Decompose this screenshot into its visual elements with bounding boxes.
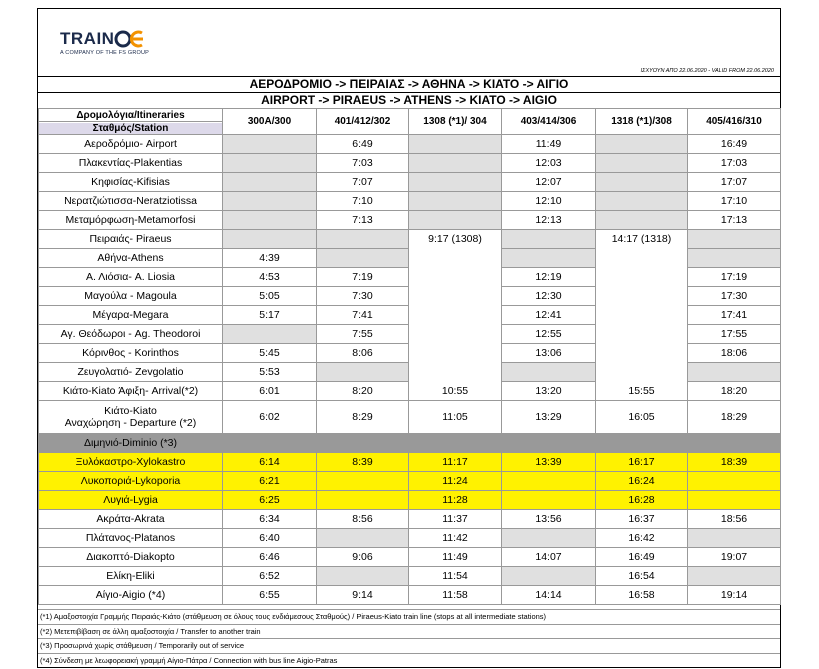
time-cell: 6:34 — [223, 510, 317, 529]
time-cell — [409, 434, 502, 453]
time-cell — [688, 472, 781, 491]
time-cell: 14:14 — [502, 586, 596, 605]
station-cell — [39, 586, 223, 605]
title-block — [38, 76, 780, 108]
station-name: Διακοπτό-Diakopto — [86, 551, 175, 563]
station-cell — [39, 135, 223, 154]
time-cell — [409, 192, 502, 211]
station-cell — [39, 173, 223, 192]
time-cell — [317, 434, 409, 453]
time-cell — [688, 434, 781, 453]
column-header: 1308 (*1)/ 304 — [409, 109, 502, 135]
time-cell — [596, 344, 688, 363]
time-cell — [317, 472, 409, 491]
time-cell: 6:46 — [223, 548, 317, 567]
table-row — [39, 154, 781, 173]
time-cell: 14:17 (1318) — [596, 230, 688, 249]
station-name: Διμηνιό-Diminio (*3) — [84, 437, 177, 449]
time-cell — [688, 491, 781, 510]
title-english: AIRPORT -> PIRAEUS -> ATHENS -> KIATO -> AIGIO — [38, 92, 780, 108]
time-cell: 7:10 — [317, 192, 409, 211]
station-name: Αεροδρόμιο- Airport — [84, 138, 177, 150]
time-cell: 8:06 — [317, 344, 409, 363]
time-cell — [596, 363, 688, 382]
table-row — [39, 230, 781, 249]
time-cell — [223, 173, 317, 192]
time-cell — [596, 249, 688, 268]
station-name: Πειραιάς- Piraeus — [89, 233, 172, 245]
time-cell: 11:42 — [409, 529, 502, 548]
footnote: (*4) Σύνδεση με λεωφορειακή γραμμή Αίγιο-Πάτρα / Connection with bus line Aigio-Patras — [38, 653, 780, 668]
station-name: Κόρινθος - Korinthos — [82, 347, 179, 359]
table-row — [39, 510, 781, 529]
time-cell: 8:39 — [317, 453, 409, 472]
time-cell — [223, 434, 317, 453]
table-row — [39, 249, 781, 268]
table-row — [39, 211, 781, 230]
station-name: Αγ. Θεόδωροι - Ag. Theodoroi — [60, 328, 201, 340]
time-cell — [596, 434, 688, 453]
time-cell: 9:17 (1308) — [409, 230, 502, 249]
time-cell: 8:56 — [317, 510, 409, 529]
time-cell: 11:49 — [409, 548, 502, 567]
column-header: 401/412/302 — [317, 109, 409, 135]
time-cell: 7:55 — [317, 325, 409, 344]
time-cell: 8:29 — [317, 401, 409, 434]
station-name-2: Αναχώρηση - Departure (*2) — [64, 417, 197, 429]
time-cell — [409, 325, 502, 344]
time-cell — [317, 491, 409, 510]
time-cell — [596, 287, 688, 306]
logo-text: TRAIN — [60, 29, 115, 48]
time-cell: 4:39 — [223, 249, 317, 268]
time-cell — [409, 249, 502, 268]
time-cell: 11:05 — [409, 401, 502, 434]
time-cell: 12:19 — [502, 268, 596, 287]
time-cell: 11:49 — [502, 135, 596, 154]
station-name: Ξυλόκαστρο-Xylokastro — [75, 456, 186, 468]
time-cell: 6:14 — [223, 453, 317, 472]
time-cell: 7:13 — [317, 211, 409, 230]
station-name: Λυκοποριά-Lykoporia — [80, 475, 181, 487]
time-cell: 13:20 — [502, 382, 596, 401]
time-cell: 13:39 — [502, 453, 596, 472]
time-cell: 6:02 — [223, 401, 317, 434]
time-cell: 18:06 — [688, 344, 781, 363]
valid-from-text: ΙΣΧΥΟΥΝ ΑΠΟ 22.06.2020 - VALID FROM 22.06.2020 — [640, 68, 774, 74]
table-row — [39, 567, 781, 586]
table-row — [39, 363, 781, 382]
time-cell — [223, 154, 317, 173]
time-cell: 17:41 — [688, 306, 781, 325]
time-cell: 7:30 — [317, 287, 409, 306]
station-name: Αθήνα-Athens — [97, 252, 164, 264]
time-cell: 16:05 — [596, 401, 688, 434]
itineraries-label: Δρομολόγια/Itineraries — [76, 109, 185, 121]
table-row — [39, 325, 781, 344]
station-cell — [39, 510, 223, 529]
time-cell — [596, 325, 688, 344]
station-cell — [39, 453, 223, 472]
time-cell: 19:14 — [688, 586, 781, 605]
time-cell — [502, 491, 596, 510]
time-cell — [409, 135, 502, 154]
time-cell — [409, 287, 502, 306]
table-row — [39, 529, 781, 548]
station-name: Κιάτο-Kiato — [104, 405, 157, 417]
header-row — [39, 109, 781, 122]
time-cell: 7:03 — [317, 154, 409, 173]
title-greek: ΑΕΡΟΔΡΟΜΙΟ -> ΠΕΙΡΑΙΑΣ -> ΑΘΗΝΑ -> ΚΙΑΤΟ -> ΑΙΓΙΟ — [38, 76, 780, 92]
timetable-sheet — [37, 8, 781, 668]
time-cell — [596, 173, 688, 192]
station-name: Κηφισίας-Kifisias — [91, 176, 170, 188]
time-cell — [596, 211, 688, 230]
station-cell — [39, 491, 223, 510]
time-cell: 18:56 — [688, 510, 781, 529]
time-cell — [502, 529, 596, 548]
station-name: Κιάτο-Kiato Άφιξη- Arrival(*2) — [62, 385, 199, 397]
station-name: Μεταμόρφωση-Metamorfosi — [65, 214, 196, 226]
time-cell: 13:06 — [502, 344, 596, 363]
table-row — [39, 586, 781, 605]
time-cell: 12:03 — [502, 154, 596, 173]
station-cell — [39, 363, 223, 382]
station-cell — [39, 268, 223, 287]
table-row — [39, 306, 781, 325]
station-cell — [39, 306, 223, 325]
time-cell — [409, 154, 502, 173]
time-cell: 16:58 — [596, 586, 688, 605]
station-cell — [39, 249, 223, 268]
station-cell — [39, 192, 223, 211]
time-cell: 18:39 — [688, 453, 781, 472]
time-cell: 6:40 — [223, 529, 317, 548]
trainose-logo — [60, 29, 149, 56]
station-cell — [39, 472, 223, 491]
time-cell — [688, 529, 781, 548]
table-row — [39, 401, 781, 434]
time-cell — [409, 268, 502, 287]
footnote: (*3) Προσωρινά χωρίς στάθμευση / Temporarily out of service — [38, 638, 780, 653]
station-cell — [39, 382, 223, 401]
time-cell: 7:41 — [317, 306, 409, 325]
station-name: Λυγιά-Lygia — [103, 494, 158, 506]
time-cell — [317, 249, 409, 268]
time-cell: 6:21 — [223, 472, 317, 491]
time-cell — [223, 230, 317, 249]
time-cell — [317, 567, 409, 586]
time-cell: 5:17 — [223, 306, 317, 325]
time-cell: 12:55 — [502, 325, 596, 344]
time-cell: 16:42 — [596, 529, 688, 548]
time-cell: 11:37 — [409, 510, 502, 529]
table-row — [39, 548, 781, 567]
timetable — [38, 108, 781, 605]
station-name: Αίγιο-Aigio (*4) — [95, 589, 166, 601]
station-name: Α. Λιόσια- A. Liosia — [85, 271, 175, 283]
time-cell: 6:52 — [223, 567, 317, 586]
footnotes — [38, 609, 780, 667]
time-cell: 5:53 — [223, 363, 317, 382]
time-cell: 16:54 — [596, 567, 688, 586]
time-cell: 17:55 — [688, 325, 781, 344]
time-cell — [502, 230, 596, 249]
time-cell — [223, 211, 317, 230]
time-cell: 16:37 — [596, 510, 688, 529]
station-name: Νερατζιώτισσα-Neratziotissa — [64, 195, 197, 207]
station-header — [39, 122, 223, 135]
time-cell: 5:05 — [223, 287, 317, 306]
time-cell — [688, 363, 781, 382]
station-cell — [39, 529, 223, 548]
station-cell — [39, 548, 223, 567]
station-name: Μαγούλα - Magoula — [84, 290, 177, 302]
station-name: Πλακεντίας-Plakentias — [78, 157, 183, 169]
time-cell: 12:30 — [502, 287, 596, 306]
time-cell — [317, 230, 409, 249]
time-cell: 11:28 — [409, 491, 502, 510]
time-cell: 16:24 — [596, 472, 688, 491]
time-cell: 16:28 — [596, 491, 688, 510]
time-cell: 7:19 — [317, 268, 409, 287]
time-cell: 12:07 — [502, 173, 596, 192]
itineraries-header — [39, 109, 223, 122]
time-cell — [317, 529, 409, 548]
time-cell: 8:20 — [317, 382, 409, 401]
time-cell: 6:49 — [317, 135, 409, 154]
station-cell — [39, 401, 223, 434]
time-cell — [596, 268, 688, 287]
time-cell: 17:07 — [688, 173, 781, 192]
time-cell: 18:20 — [688, 382, 781, 401]
column-header: 300A/300 — [223, 109, 317, 135]
time-cell — [502, 567, 596, 586]
time-cell — [409, 344, 502, 363]
time-cell — [409, 306, 502, 325]
column-header: 405/416/310 — [688, 109, 781, 135]
station-cell — [39, 287, 223, 306]
time-cell: 9:14 — [317, 586, 409, 605]
time-cell — [223, 135, 317, 154]
table-row — [39, 382, 781, 401]
station-name: Πλάτανος-Platanos — [85, 532, 176, 544]
time-cell — [409, 173, 502, 192]
time-cell: 11:58 — [409, 586, 502, 605]
time-cell — [502, 363, 596, 382]
time-cell: 5:45 — [223, 344, 317, 363]
time-cell: 14:07 — [502, 548, 596, 567]
time-cell — [409, 363, 502, 382]
time-cell — [688, 230, 781, 249]
time-cell — [223, 325, 317, 344]
time-cell — [223, 192, 317, 211]
time-cell: 15:55 — [596, 382, 688, 401]
time-cell: 13:56 — [502, 510, 596, 529]
time-cell: 16:49 — [596, 548, 688, 567]
time-cell — [502, 472, 596, 491]
time-cell: 17:03 — [688, 154, 781, 173]
station-cell — [39, 344, 223, 363]
time-cell: 11:24 — [409, 472, 502, 491]
table-row — [39, 491, 781, 510]
column-header: 1318 (*1)/308 — [596, 109, 688, 135]
time-cell: 13:29 — [502, 401, 596, 434]
time-cell — [502, 249, 596, 268]
time-cell: 17:10 — [688, 192, 781, 211]
table-row — [39, 453, 781, 472]
station-name: Μέγαρα-Megara — [92, 309, 169, 321]
time-cell: 16:49 — [688, 135, 781, 154]
time-cell — [596, 192, 688, 211]
time-cell — [596, 154, 688, 173]
time-cell: 6:25 — [223, 491, 317, 510]
time-cell: 17:13 — [688, 211, 781, 230]
time-cell: 9:06 — [317, 548, 409, 567]
station-cell — [39, 325, 223, 344]
time-cell — [409, 211, 502, 230]
column-header: 403/414/306 — [502, 109, 596, 135]
time-cell: 10:55 — [409, 382, 502, 401]
table-row — [39, 344, 781, 363]
table-row — [39, 287, 781, 306]
time-cell: 17:30 — [688, 287, 781, 306]
time-cell: 12:13 — [502, 211, 596, 230]
table-row — [39, 192, 781, 211]
logo-ose-icon — [114, 29, 146, 49]
station-cell — [39, 434, 223, 453]
station-name: Ζευγολατιό- Zevgolatio — [77, 366, 184, 378]
time-cell: 19:07 — [688, 548, 781, 567]
table-row — [39, 434, 781, 453]
time-cell: 11:17 — [409, 453, 502, 472]
time-cell: 6:55 — [223, 586, 317, 605]
time-cell: 6:01 — [223, 382, 317, 401]
time-cell — [596, 135, 688, 154]
station-name: Ελίκη-Eliki — [106, 570, 155, 582]
station-cell — [39, 230, 223, 249]
time-cell — [502, 434, 596, 453]
table-row — [39, 135, 781, 154]
time-cell — [317, 363, 409, 382]
station-label: Σταθμός/Station — [39, 123, 222, 134]
time-cell: 16:17 — [596, 453, 688, 472]
station-cell — [39, 154, 223, 173]
table-row — [39, 268, 781, 287]
time-cell — [688, 567, 781, 586]
footnote: (*1) Αμαξοστοιχία Γραμμής Πειραιάς-Κιάτο (στάθμευση σε όλους τους ενδιάμεσους Σταθμούς) / Piraeus-Kiato train line (stops at all intermediate stations) — [38, 609, 780, 624]
time-cell: 17:19 — [688, 268, 781, 287]
time-cell — [596, 306, 688, 325]
time-cell: 18:29 — [688, 401, 781, 434]
time-cell: 4:53 — [223, 268, 317, 287]
time-cell: 7:07 — [317, 173, 409, 192]
table-row — [39, 472, 781, 491]
time-cell: 11:54 — [409, 567, 502, 586]
station-cell — [39, 567, 223, 586]
time-cell — [688, 249, 781, 268]
time-cell: 12:10 — [502, 192, 596, 211]
footnote: (*2) Μετεπιβίβαση σε άλλη αμαξοστοιχία / Transfer to another train — [38, 624, 780, 639]
time-cell: 12:41 — [502, 306, 596, 325]
table-row — [39, 173, 781, 192]
station-name: Ακράτα-Akrata — [96, 513, 165, 525]
logo-subtitle: A COMPANY OF THE FS GROUP — [60, 50, 150, 56]
station-cell — [39, 211, 223, 230]
